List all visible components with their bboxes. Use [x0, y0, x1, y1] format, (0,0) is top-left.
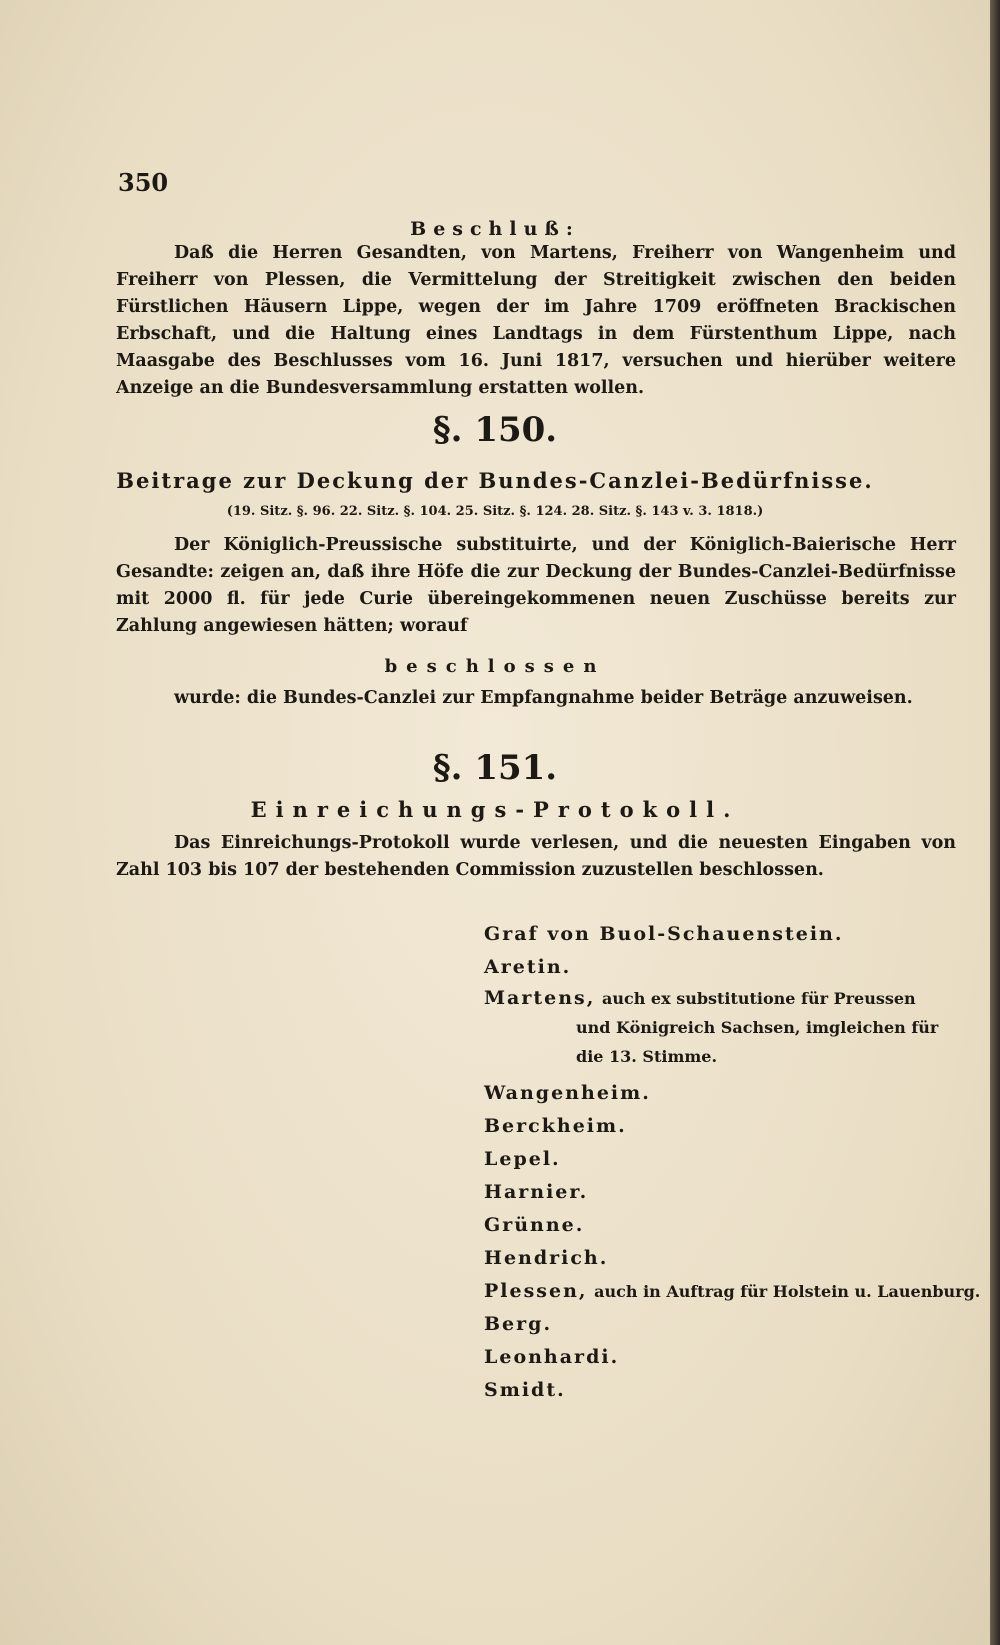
- section-150-title: Beitrage zur Deckung der Bundes-Canzlei-Bedürfnisse.: [116, 468, 874, 493]
- signature-berg: Berg.: [484, 1313, 553, 1335]
- signature-plessen: Plessen, auch in Auftrag für Holstein u. Lauenburg.: [484, 1280, 981, 1302]
- signature-wangenheim: Wangenheim.: [484, 1082, 651, 1104]
- page-number: 350: [118, 168, 169, 197]
- section-150-number: §. 150.: [432, 410, 558, 450]
- signature-hendrich: Hendrich.: [484, 1247, 609, 1269]
- signature-aretin: Aretin.: [484, 956, 572, 978]
- signature-gruenne: Grünne.: [484, 1214, 585, 1236]
- section-150-resolution: wurde: die Bundes-Canzlei zur Empfangnahme beider Beträge anzuweisen.: [174, 688, 913, 708]
- beschluss-heading: Beschluß:: [410, 218, 580, 240]
- section-151-paragraph: Das Einreichungs-Protokoll wurde verlesen, und die neuesten Eingaben von Zahl 103 bis 107 der bestehenden Commission zuzustellen beschlossen.: [116, 833, 956, 880]
- beschluss-paragraph: Daß die Herren Gesandten, von Martens, Freiherr von Wangenheim und Freiherr von Plessen, die Vermittelung der Streitigkeit zwischen den beiden Fürstlichen Häusern Lippe, wegen der im Jahre 1709 eröffneten Brackischen Erbschaft, und die Haltung eines Landtags in dem Fürstenthum Lippe, nach Maasgabe des Beschlusses vom 16. Juni 1817, versuchen und hierüber weitere Anzeige an die Bundesversammlung erstatten wollen.: [116, 243, 956, 398]
- signature-leonhardi: Leonhardi.: [484, 1346, 620, 1368]
- signature-lepel: Lepel.: [484, 1148, 561, 1170]
- signature-harnier: Harnier.: [484, 1181, 589, 1203]
- signature-smidt: Smidt.: [484, 1379, 566, 1401]
- beschlossen-heading: beschlossen: [384, 656, 606, 677]
- signature-martens-note-continued: und Königreich Sachsen, imgleichen für die 13. Stimme.: [576, 1018, 939, 1066]
- signature-martens: Martens, auch ex substitutione für Preussen und Königreich Sachsen, imgleichen für die 13. Stimme.: [484, 984, 964, 1071]
- book-edge-shadow: [990, 0, 1000, 1645]
- section-151-number: §. 151.: [432, 748, 558, 788]
- signature-martens-note: auch ex substitutione für Preussen: [601, 989, 916, 1008]
- section-150-references: (19. Sitz. §. 96. 22. Sitz. §. 104. 25. Sitz. §. 124. 28. Sitz. §. 143 v. 3. 1818.): [226, 504, 764, 519]
- signature-plessen-note: auch in Auftrag für Holstein u. Lauenburg.: [594, 1282, 981, 1301]
- signature-buol: Graf von Buol-Schauenstein.: [484, 923, 844, 945]
- signature-berckheim: Berckheim.: [484, 1115, 627, 1137]
- signature-list: [484, 918, 981, 1407]
- section-151-title: Einreichungs-Protokoll.: [250, 797, 740, 822]
- section-150-paragraph: Der Königlich-Preussische substituirte, und der Königlich-Baierische Herr Gesandte: zeigen an, daß ihre Höfe die zur Deckung der Bundes-Canzlei-Bedürfnisse mit 2000 fl. für jede Curie übereingekommenen neuen Zuschüsse bereits zur Zahlung angewiesen hätten; worauf: [116, 535, 956, 636]
